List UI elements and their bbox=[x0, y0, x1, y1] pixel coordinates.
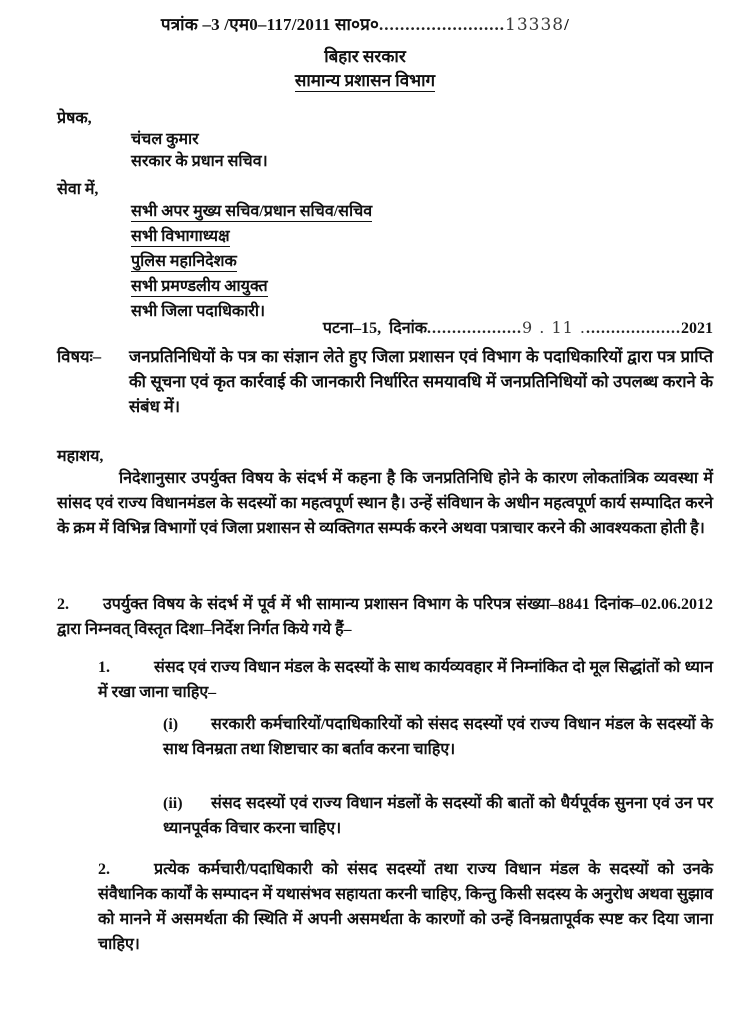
recipient-item bbox=[131, 249, 372, 271]
subject-label: विषयः– bbox=[57, 347, 102, 366]
department-name-text: सामान्य प्रशासन विभाग bbox=[294, 71, 436, 90]
paragraph-1: निदेशानुसार उपर्युक्त विषय के संदर्भ में कहना है कि जनप्रतिनिधि होने के कारण लोकतांत्रिक व्यवस्था में सांसद एवं राज्य विधानमंडल के सदस्यों का महत्वपूर्ण स्थान है। उन्हें संविधान के अधीन महत्वपूर्ण कार्य सम्पादित करने के क्रम में विभिन्न विभागों एवं जिला प्रशासन से व्यक्तिगत सम्पर्क करने अथवा पत्राचार करने की आवश्यकता होती है। bbox=[57, 470, 713, 537]
date-label: दिनांक bbox=[389, 320, 428, 337]
paragraph-2-number: 2. bbox=[57, 596, 69, 613]
recipient-text: सभी जिला पदाधिकारी। bbox=[131, 303, 266, 320]
paragraph-2 bbox=[57, 592, 713, 642]
place-text: पटना–15, bbox=[322, 320, 382, 337]
list-item-1 bbox=[98, 655, 713, 705]
reference-dots-leader: ........................ bbox=[379, 15, 506, 34]
department-name bbox=[0, 68, 730, 91]
salutation: महाशय, bbox=[57, 448, 104, 465]
sender-label: प्रेषक, bbox=[57, 110, 92, 127]
list-sub-item-ii bbox=[163, 791, 713, 841]
list-item-2-text: प्रत्येक कर्मचारी/पदाधिकारी को संसद सदस्यों तथा राज्य विधान मंडल के सदस्यों को उनके संवैधानिक कार्यों के सम्पादन में यथासंभव सहायता करनी चाहिए, किन्तु किसी सदस्य के अनुरोध अथवा सुझाव को मानने में असमर्थता की स्थिति में अपनी असमर्थता के कारणों को उन्हें विनम्रतापूर्वक स्पष्ट कर दिया जाना चाहिए। bbox=[98, 861, 713, 953]
place-and-date bbox=[0, 316, 713, 338]
sub-item-i-marker: (i) bbox=[163, 716, 179, 733]
reference-trailing-slash: / bbox=[564, 15, 570, 34]
recipient-text: पुलिस महानिदेशक bbox=[131, 253, 237, 270]
list-item-2 bbox=[98, 857, 713, 957]
list-item-1-text: संसद एवं राज्य विधान मंडल के सदस्यों के साथ कार्यव्यवहार में निम्नांकित दो मूल सिद्धांतों को ध्यान में रखा जाना चाहिए– bbox=[98, 659, 713, 701]
list-sub-item-i bbox=[163, 712, 713, 762]
letter-reference-line bbox=[0, 12, 730, 35]
recipient-text: सभी प्रमण्डलीय आयुक्त bbox=[131, 278, 268, 295]
handwritten-reference-number: 13338 bbox=[505, 15, 565, 35]
letter-number-prefix: पत्रांक –3 /एम0–117/2011 सा०प्र० bbox=[160, 15, 380, 34]
date-dots-leader-2: ................... bbox=[586, 320, 681, 337]
recipients-list bbox=[131, 199, 372, 324]
paragraph-2-text: उपर्युक्त विषय के संदर्भ में पूर्व में भी सामान्य प्रशासन विभाग के परिपत्र संख्या–8841 दिनांक–02.06.2012 द्वारा निम्नवत् विस्तृत दिशा–निर्देश निर्गत किये गये हैं– bbox=[57, 596, 713, 638]
sub-item-ii-marker: (ii) bbox=[163, 795, 183, 812]
sender-designation: सरकार के प्रधान सचिव। bbox=[131, 153, 268, 170]
recipient-item bbox=[131, 199, 372, 221]
recipient-item bbox=[131, 274, 372, 296]
recipients-label: सेवा में, bbox=[57, 181, 99, 198]
handwritten-date: 9 . 11 . bbox=[522, 318, 586, 337]
recipient-text: सभी विभागाध्यक्ष bbox=[131, 228, 230, 245]
subject-text: जनप्रतिनिधियों के पत्र का संज्ञान लेते हुए जिला प्रशासन एवं विभाग के पदाधिकारियों द्वारा पत्र प्राप्ति की सूचना एवं कृत कार्रवाई की जानकारी निर्धारित समयावधि में जनप्रतिनिधियों को उपलब्ध कराने के संबंध में। bbox=[129, 347, 713, 416]
list-item-1-number: 1. bbox=[98, 659, 110, 676]
subject-block bbox=[57, 344, 713, 419]
date-year: 2021 bbox=[681, 320, 713, 337]
government-name: बिहार सरकार bbox=[324, 47, 406, 66]
date-dots-leader: ................... bbox=[427, 320, 523, 337]
sub-item-ii-text: संसद सदस्यों एवं राज्य विधान मंडलों के सदस्यों की बातों को धैर्यपूर्वक सुनना एवं उन पर ध्यानपूर्वक विचार करना चाहिए। bbox=[163, 795, 713, 837]
recipient-text: सभी अपर मुख्य सचिव/प्रधान सचिव/सचिव bbox=[131, 203, 373, 220]
list-item-2-number: 2. bbox=[98, 861, 110, 878]
recipient-item bbox=[131, 224, 372, 246]
sub-item-i-text: सरकारी कर्मचारियों/पदाधिकारियों को संसद सदस्यों एवं राज्य विधान मंडल के सदस्यों के साथ विनम्रता तथा शिष्टाचार का बर्ताव करना चाहिए। bbox=[163, 716, 713, 758]
sender-name: चंचल कुमार bbox=[131, 131, 199, 148]
